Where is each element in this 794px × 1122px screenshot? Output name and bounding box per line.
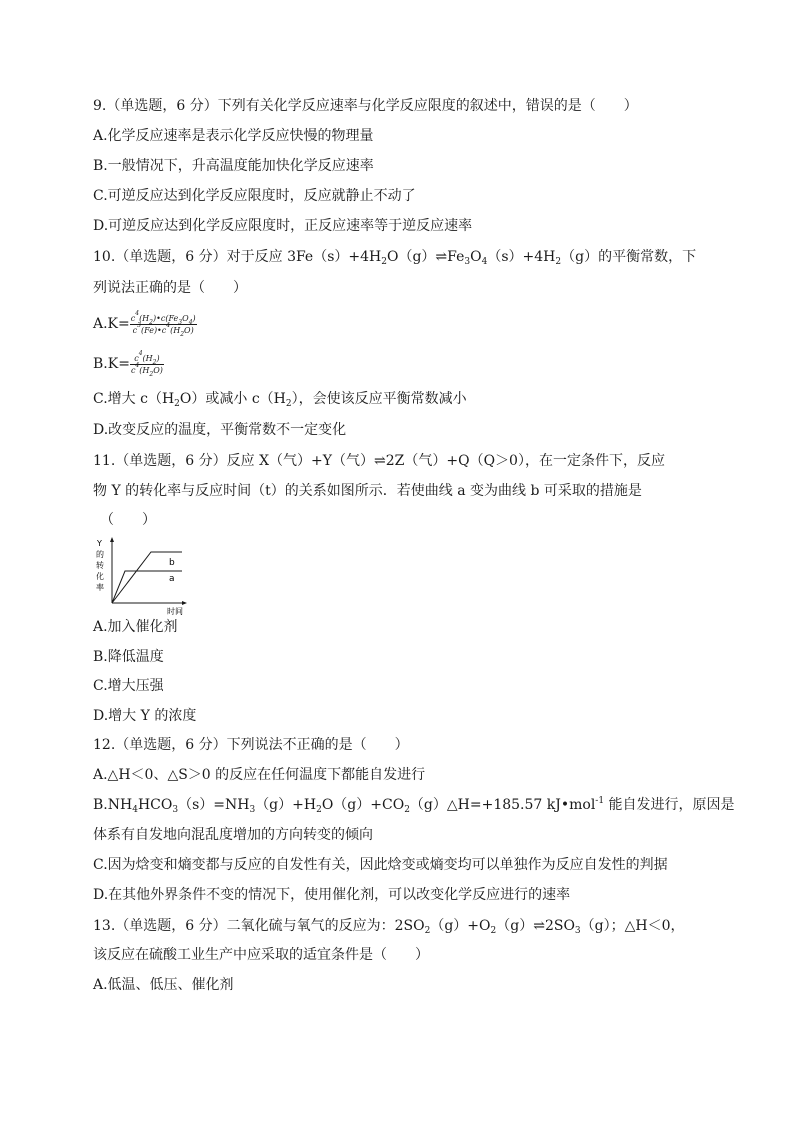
q9-option-a: A.化学反应速率是表示化学反应快慢的物理量 bbox=[93, 128, 374, 144]
y-label-char: Y bbox=[97, 539, 102, 548]
curve-a-label: a bbox=[169, 574, 175, 584]
y-label-char: 转 bbox=[96, 561, 104, 570]
q12-option-d: D.在其他外界条件不变的情况下，使用催化剂，可以改变化学反应进行的速率 bbox=[93, 887, 571, 903]
q12-option-c: C.因为焓变和熵变都与反应的自发性有关，因此焓变或熵变均可以单独作为反应自发性的判据 bbox=[93, 857, 668, 873]
q12-stem: 12.（单选题，6 分）下列说法不正确的是（ ） bbox=[93, 737, 409, 753]
q11-option-c: C.增大压强 bbox=[93, 678, 164, 694]
q9-option-d: D.可逆反应达到化学反应限度时，正反应速率等于逆反应速率 bbox=[93, 218, 473, 234]
y-label-char: 化 bbox=[96, 572, 104, 581]
y-label-char: 的 bbox=[96, 550, 104, 559]
q11-conversion-graph bbox=[93, 536, 193, 616]
q11-stem-line2: 物 Y 的转化率与反应时间（t）的关系如图所示．若使曲线 a 变为曲线 b 可采取的措施是 bbox=[93, 483, 642, 499]
q13-stem-line2: 该反应在硫酸工业生产中应采取的适宜条件是（ ） bbox=[93, 947, 429, 963]
x-axis-label: 时间 bbox=[167, 607, 183, 616]
graph-x-arrow bbox=[182, 601, 187, 605]
q11-option-a: A.加入催化剂 bbox=[93, 619, 178, 635]
q11-option-d: D.增大 Y 的浓度 bbox=[93, 708, 197, 724]
graph-y-arrow bbox=[110, 537, 114, 542]
q11-option-b: B.降低温度 bbox=[93, 649, 164, 665]
y-label-char: 率 bbox=[96, 583, 104, 592]
q13-stem-line1: 13.（单选题，6 分）二氧化硫与氧气的反应为：$2SO_2(g)+O_2(g)\rightleftharpoons 2SO_3(g)$；△H＜0， bbox=[93, 918, 685, 936]
q9-option-b: B.一般情况下，升高温度能加快化学反应速率 bbox=[93, 158, 374, 174]
q10-stem-line1: 10.（单选题，6 分）对于反应 $3Fe(s)+4H_2O(g)\rightleftharpoons Fe_3O_4(s)+4H_2(g)$的平衡常数，下 bbox=[93, 249, 697, 267]
q10-option-c: C.增大 $c(H_2O)$或减小 $c(H_2)$，会使该反应平衡常数减小 bbox=[93, 391, 467, 409]
q13-option-a: A.低温、低压、催化剂 bbox=[93, 977, 234, 993]
q9-stem: 9.（单选题，6 分）下列有关化学反应速率与化学反应限度的叙述中，错误的是（ ） bbox=[93, 98, 638, 114]
q10-option-d: D.改变反应的温度，平衡常数不一定变化 bbox=[93, 422, 347, 438]
curve-b-label: b bbox=[169, 558, 175, 568]
q11-stem-line3: （ ） bbox=[100, 512, 156, 528]
q10-b-fraction: $\frac{c^4(H_2)}{c^4(H_2O)}$ bbox=[130, 349, 163, 378]
q12-option-b: $B.NH_4HCO_3(s)=NH_3(g)+H_2O(g)+CO_2(g)\triangle H=+185.57$ kJ•mol$^{-1}$ 能自发进行，原因是 bbox=[93, 796, 735, 815]
q9-option-c: C.可逆反应达到化学反应限度时，反应就静止不动了 bbox=[93, 188, 416, 204]
q10-stem-line2: 列说法正确的是（ ） bbox=[93, 280, 247, 296]
q10-a-fraction: $\frac{c^4(H_2)•c(Fe_3O_4)}{c^3(Fe)•c^4(H_2O)}$ bbox=[130, 309, 196, 338]
q12-option-b-cont: 体系有自发地向混乱度增加的方向转变的倾向 bbox=[93, 827, 373, 843]
q12-option-a: A.△H＜0、△S＞0 的反应在任何温度下都能自发进行 bbox=[93, 767, 426, 783]
q10-option-a: A.K= $\frac{c^4(H_2)•c(Fe_3O_4)}{c^3(Fe)•c^4(H_2O)}$ bbox=[93, 309, 196, 338]
q11-stem-line1: 11.（单选题，6 分）反应 X（气）+Y（气）⇌2Z（气）+Q（Q＞0），在一定条件下，反应 bbox=[93, 453, 665, 469]
q10-option-b: B.K= $\frac{c^4(H_2)}{c^4(H_2O)}$ bbox=[93, 349, 163, 378]
